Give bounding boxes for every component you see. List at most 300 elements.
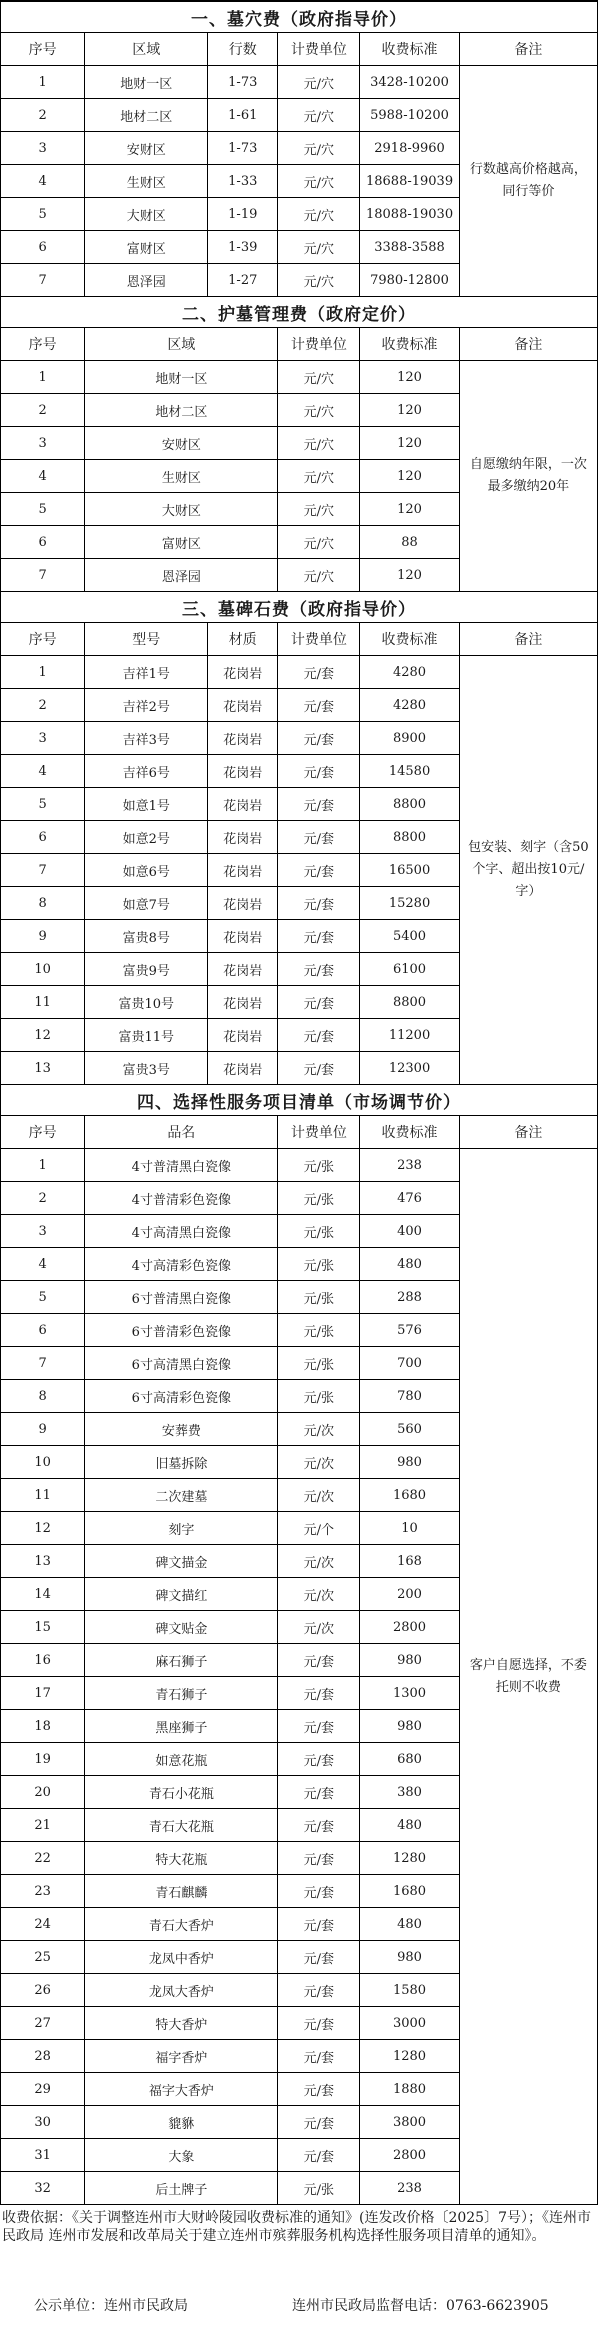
table-cell: 元/张 [278,1347,360,1380]
column-header: 收费标准 [360,623,459,656]
table-cell: 1 [1,1149,85,1182]
table-cell: 3428-10200 [360,66,459,99]
table-cell: 花岗岩 [208,821,278,854]
table-cell: 大财区 [85,198,208,231]
fee-basis-text: 收费依据：《关于调整连州市大财岭陵园收费标准的通知》(连发改价格〔2025〕7号）；《连州市民政局 连州市发展和改革局关于建立连州市殡葬服务机构选择性服务项目清单的通知》。 [2,2210,591,2244]
table-cell: 25 [1,1941,85,1974]
table-cell: 元/穴 [278,231,360,264]
table-row [1,656,598,689]
table-cell: 元/穴 [278,99,360,132]
table-cell: 10 [1,1446,85,1479]
table-cell: 黑座狮子 [85,1710,278,1743]
footer-info-row [2,2297,596,2317]
table-cell: 如意1号 [85,788,208,821]
table-cell: 富贵3号 [85,1052,208,1085]
table-cell: 1-27 [208,264,278,297]
table-cell: 8800 [360,821,459,854]
table-cell: 238 [360,1149,459,1182]
table-cell: 17 [1,1677,85,1710]
publisher-text: 公示单位：连州市民政局 [34,2298,188,2314]
column-header: 区域 [85,328,278,361]
table-cell: 19 [1,1743,85,1776]
table-cell: 元/张 [278,1149,360,1182]
table-cell: 3 [1,722,85,755]
table-cell: 6寸高清彩色瓷像 [85,1380,278,1413]
table-cell: 元/张 [278,1314,360,1347]
table-cell: 3000 [360,2007,459,2040]
table-cell: 12 [1,1019,85,1052]
table-cell: 18688-19039 [360,165,459,198]
table-cell: 2 [1,394,85,427]
table-cell: 元/套 [278,722,360,755]
table-cell: 9 [1,1413,85,1446]
table-cell: 龙凤中香炉 [85,1941,278,1974]
column-header: 备注 [459,1116,597,1149]
table-cell: 6 [1,821,85,854]
table-cell: 元/穴 [278,394,360,427]
table-cell: 元/穴 [278,132,360,165]
table-cell: 1680 [360,1479,459,1512]
table-cell: 9 [1,920,85,953]
table-cell: 29 [1,2073,85,2106]
table-cell: 700 [360,1347,459,1380]
table-cell: 7 [1,854,85,887]
table-cell: 吉祥3号 [85,722,208,755]
table-cell: 1 [1,66,85,99]
table-cell: 元/套 [278,1941,360,1974]
table-cell: 元/穴 [278,460,360,493]
table-cell: 18 [1,1710,85,1743]
table-cell: 5 [1,1281,85,1314]
table-cell: 21 [1,1809,85,1842]
column-header: 收费标准 [360,328,459,361]
table-cell: 特大香炉 [85,2007,278,2040]
table-cell: 22 [1,1842,85,1875]
table-cell: 花岗岩 [208,920,278,953]
table-cell: 13 [1,1545,85,1578]
table-cell: 元/套 [278,1842,360,1875]
table-cell: 元/套 [278,2106,360,2139]
table-cell: 88 [360,526,459,559]
table-cell: 元/张 [278,1248,360,1281]
table-cell: 14580 [360,755,459,788]
table-cell: 花岗岩 [208,722,278,755]
table-cell: 24 [1,1908,85,1941]
table-cell: 青石狮子 [85,1677,278,1710]
table-cell: 20 [1,1776,85,1809]
table-cell: 6寸高清黑白瓷像 [85,1347,278,1380]
table-cell: 4 [1,755,85,788]
table-cell: 6 [1,526,85,559]
footer [0,2205,598,2332]
table-cell: 生财区 [85,165,208,198]
table-cell: 吉祥2号 [85,689,208,722]
column-header: 收费标准 [360,1116,459,1149]
table-cell: 476 [360,1182,459,1215]
table-cell: 富财区 [85,526,278,559]
table-cell: 27 [1,2007,85,2040]
table-cell: 大财区 [85,493,278,526]
table-cell: 1-61 [208,99,278,132]
table-cell: 8 [1,1380,85,1413]
table-cell: 560 [360,1413,459,1446]
table-cell: 花岗岩 [208,656,278,689]
table-cell: 8800 [360,986,459,1019]
table-cell: 4寸普清彩色瓷像 [85,1182,278,1215]
table-cell: 2918-9960 [360,132,459,165]
table-cell: 元/套 [278,854,360,887]
table-cell: 1300 [360,1677,459,1710]
table-cell: 青石小花瓶 [85,1776,278,1809]
column-header: 序号 [1,623,85,656]
table-cell: 30 [1,2106,85,2139]
table-cell: 碑文贴金 [85,1611,278,1644]
table-cell: 120 [360,361,459,394]
table-row [1,1149,598,1182]
table-cell: 元/穴 [278,165,360,198]
table-cell: 花岗岩 [208,854,278,887]
table-cell: 2 [1,1182,85,1215]
remark-cell: 包安装、刻字（含50个字、超出按10元/字） [459,656,597,1085]
table-cell: 元/套 [278,1052,360,1085]
table-cell: 4寸高清彩色瓷像 [85,1248,278,1281]
table-cell: 8800 [360,788,459,821]
section-title-tomb-fee: 一、墓穴费（政府指导价） [1,2,598,33]
table-cell: 5 [1,788,85,821]
table-cell: 花岗岩 [208,953,278,986]
column-header: 品名 [85,1116,278,1149]
table-cell: 11 [1,1479,85,1512]
table-cell: 富贵11号 [85,1019,208,1052]
table-cell: 恩泽园 [85,559,278,592]
table-cell: 980 [360,1941,459,1974]
table-cell: 富贵8号 [85,920,208,953]
table-cell: 元/套 [278,2040,360,2073]
table-cell: 元/穴 [278,559,360,592]
table-cell: 4寸高清黑白瓷像 [85,1215,278,1248]
table-cell: 23 [1,1875,85,1908]
table-cell: 如意6号 [85,854,208,887]
table-cell: 富贵9号 [85,953,208,986]
column-header: 计费单位 [278,1116,360,1149]
table-cell: 480 [360,1809,459,1842]
table-cell: 14 [1,1578,85,1611]
table-cell: 元/穴 [278,264,360,297]
table-cell: 1 [1,656,85,689]
table-cell: 2800 [360,1611,459,1644]
table-cell: 元/穴 [278,361,360,394]
table-cell: 元/套 [278,1710,360,1743]
table-cell: 元/张 [278,1380,360,1413]
column-header: 备注 [459,328,597,361]
table-cell: 元/套 [278,1908,360,1941]
table-cell: 元/套 [278,1776,360,1809]
table-cell: 元/个 [278,1512,360,1545]
table-cell: 1-33 [208,165,278,198]
table-cell: 元/套 [278,788,360,821]
table-cell: 元/张 [278,1281,360,1314]
table-cell: 5 [1,198,85,231]
table-cell: 元/套 [278,755,360,788]
table-cell: 12 [1,1512,85,1545]
table-row [1,361,598,394]
table-cell: 元/套 [278,1974,360,2007]
table-cell: 780 [360,1380,459,1413]
table-cell: 480 [360,1908,459,1941]
table-cell: 7 [1,264,85,297]
table-cell: 元/套 [278,986,360,1019]
table-cell: 青石大花瓶 [85,1809,278,1842]
table-cell: 26 [1,1974,85,2007]
table-cell: 刻字 [85,1512,278,1545]
table-cell: 元/套 [278,2007,360,2040]
table-cell: 元/次 [278,1446,360,1479]
table-cell: 元/次 [278,1578,360,1611]
table-cell: 元/穴 [278,198,360,231]
table-cell: 龙凤大香炉 [85,1974,278,2007]
table-cell: 二次建墓 [85,1479,278,1512]
table-cell: 元/张 [278,2172,360,2205]
table-cell: 元/套 [278,821,360,854]
table-cell: 10 [1,953,85,986]
table-cell: 麻石狮子 [85,1644,278,1677]
table-cell: 680 [360,1743,459,1776]
column-header: 计费单位 [278,328,360,361]
table-cell: 元/次 [278,1545,360,1578]
table-cell: 576 [360,1314,459,1347]
column-header: 备注 [459,623,597,656]
table-cell: 18088-19030 [360,198,459,231]
column-header: 收费标准 [360,33,459,66]
table-cell: 10 [360,1512,459,1545]
table-cell: 元/次 [278,1611,360,1644]
header-row [1,623,598,656]
table-cell: 31 [1,2139,85,2172]
remark-cell: 行数越高价格越高，同行等价 [459,66,597,297]
table-cell: 168 [360,1545,459,1578]
table-cell: 花岗岩 [208,887,278,920]
table-cell: 1-39 [208,231,278,264]
table-cell: 地财一区 [85,66,208,99]
table-cell: 15 [1,1611,85,1644]
table-cell: 2 [1,99,85,132]
table-cell: 如意花瓶 [85,1743,278,1776]
table-cell: 4 [1,165,85,198]
table-cell: 7 [1,1347,85,1380]
table-cell: 2 [1,689,85,722]
table-cell: 238 [360,2172,459,2205]
table-cell: 6寸普清彩色瓷像 [85,1314,278,1347]
table-cell: 8 [1,887,85,920]
table-cell: 120 [360,427,459,460]
column-header: 区域 [85,33,208,66]
table-cell: 980 [360,1644,459,1677]
table-cell: 6 [1,231,85,264]
table-cell: 380 [360,1776,459,1809]
table-cell: 15280 [360,887,459,920]
table-cell: 11 [1,986,85,1019]
table-cell: 元/张 [278,1215,360,1248]
table-cell: 4280 [360,689,459,722]
table-cell: 12300 [360,1052,459,1085]
table-cell: 120 [360,460,459,493]
header-row [1,1116,598,1149]
table-cell: 后土牌子 [85,2172,278,2205]
table-cell: 特大花瓶 [85,1842,278,1875]
table-cell: 富财区 [85,231,208,264]
table-cell: 1880 [360,2073,459,2106]
table-cell: 16500 [360,854,459,887]
table-cell: 200 [360,1578,459,1611]
table-cell: 安财区 [85,132,208,165]
table-cell: 5400 [360,920,459,953]
table-cell: 元/套 [278,1809,360,1842]
table-cell: 4 [1,460,85,493]
table-cell: 120 [360,559,459,592]
table-cell: 288 [360,1281,459,1314]
table-cell: 3 [1,427,85,460]
table-cell: 5988-10200 [360,99,459,132]
table-cell: 花岗岩 [208,788,278,821]
table-cell: 旧墓拆除 [85,1446,278,1479]
column-header: 计费单位 [278,623,360,656]
price-table [0,1,598,2205]
table-cell: 元/套 [278,1875,360,1908]
table-cell: 青石麒麟 [85,1875,278,1908]
table-cell: 480 [360,1248,459,1281]
column-header: 行数 [208,33,278,66]
table-cell: 元/套 [278,1677,360,1710]
table-cell: 1680 [360,1875,459,1908]
table-cell: 1-73 [208,132,278,165]
column-header: 型号 [85,623,208,656]
table-cell: 元/套 [278,2073,360,2106]
table-cell: 400 [360,1215,459,1248]
table-cell: 1-73 [208,66,278,99]
table-cell: 元/套 [278,887,360,920]
column-header: 序号 [1,33,85,66]
table-cell: 7980-12800 [360,264,459,297]
table-cell: 花岗岩 [208,986,278,1019]
table-cell: 3 [1,132,85,165]
table-cell: 元/穴 [278,493,360,526]
table-cell: 元/套 [278,1019,360,1052]
table-cell: 8900 [360,722,459,755]
table-cell: 恩泽园 [85,264,208,297]
column-header: 备注 [459,33,597,66]
table-cell: 980 [360,1446,459,1479]
table-cell: 4寸普清黑白瓷像 [85,1149,278,1182]
table-cell: 6100 [360,953,459,986]
table-cell: 3 [1,1215,85,1248]
table-cell: 福字香炉 [85,2040,278,2073]
table-cell: 13 [1,1052,85,1085]
table-cell: 碑文描红 [85,1578,278,1611]
table-cell: 元/套 [278,2139,360,2172]
table-cell: 4 [1,1248,85,1281]
column-header: 计费单位 [278,33,360,66]
section-title-maintenance-fee: 二、护墓管理费（政府定价） [1,297,598,328]
column-header: 序号 [1,328,85,361]
table-cell: 元/次 [278,1413,360,1446]
table-cell: 1-19 [208,198,278,231]
table-cell: 6 [1,1314,85,1347]
table-cell: 28 [1,2040,85,2073]
table-cell: 1580 [360,1974,459,2007]
table-cell: 安财区 [85,427,278,460]
column-header: 序号 [1,1116,85,1149]
header-row [1,33,598,66]
section-title-tombstone-fee: 三、墓碑石费（政府指导价） [1,592,598,623]
table-cell: 花岗岩 [208,755,278,788]
table-cell: 吉祥1号 [85,656,208,689]
table-cell: 地材二区 [85,99,208,132]
table-cell: 富贵10号 [85,986,208,1019]
table-cell: 大象 [85,2139,278,2172]
table-cell: 1280 [360,1842,459,1875]
section-title-optional-service: 四、选择性服务项目清单（市场调节价） [1,1085,598,1116]
remark-cell: 自愿缴纳年限，一次最多缴纳20年 [459,361,597,592]
table-cell: 吉祥6号 [85,755,208,788]
table-cell: 元/套 [278,689,360,722]
table-cell: 1280 [360,2040,459,2073]
table-cell: 花岗岩 [208,1052,278,1085]
remark-cell: 客户自愿选择，不委托则不收费 [459,1149,597,2205]
table-cell: 如意2号 [85,821,208,854]
column-header: 材质 [208,623,278,656]
supervision-phone-text: 连州市民政局监督电话：0763-6623905 [292,2298,549,2314]
table-cell: 如意7号 [85,887,208,920]
table-cell: 120 [360,493,459,526]
table-cell: 2800 [360,2139,459,2172]
table-row [1,66,598,99]
table-cell: 生财区 [85,460,278,493]
table-cell: 16 [1,1644,85,1677]
table-cell: 元/穴 [278,427,360,460]
table-cell: 貔貅 [85,2106,278,2139]
table-cell: 花岗岩 [208,689,278,722]
table-cell: 32 [1,2172,85,2205]
table-cell: 元/套 [278,953,360,986]
table-cell: 120 [360,394,459,427]
table-cell: 元/次 [278,1479,360,1512]
table-cell: 1 [1,361,85,394]
table-cell: 4280 [360,656,459,689]
table-cell: 福字大香炉 [85,2073,278,2106]
table-cell: 安葬费 [85,1413,278,1446]
table-cell: 元/张 [278,1182,360,1215]
table-cell: 3800 [360,2106,459,2139]
table-cell: 青石大香炉 [85,1908,278,1941]
table-cell: 6寸普清黑白瓷像 [85,1281,278,1314]
table-cell: 11200 [360,1019,459,1052]
table-cell: 元/套 [278,920,360,953]
table-cell: 元/穴 [278,66,360,99]
table-cell: 5 [1,493,85,526]
table-cell: 元/套 [278,1644,360,1677]
table-cell: 碑文描金 [85,1545,278,1578]
table-cell: 3388-3588 [360,231,459,264]
table-cell: 地财一区 [85,361,278,394]
header-row [1,328,598,361]
table-cell: 花岗岩 [208,1019,278,1052]
table-cell: 地材二区 [85,394,278,427]
table-cell: 元/穴 [278,526,360,559]
table-cell: 7 [1,559,85,592]
table-cell: 980 [360,1710,459,1743]
table-cell: 元/套 [278,1743,360,1776]
table-cell: 元/套 [278,656,360,689]
